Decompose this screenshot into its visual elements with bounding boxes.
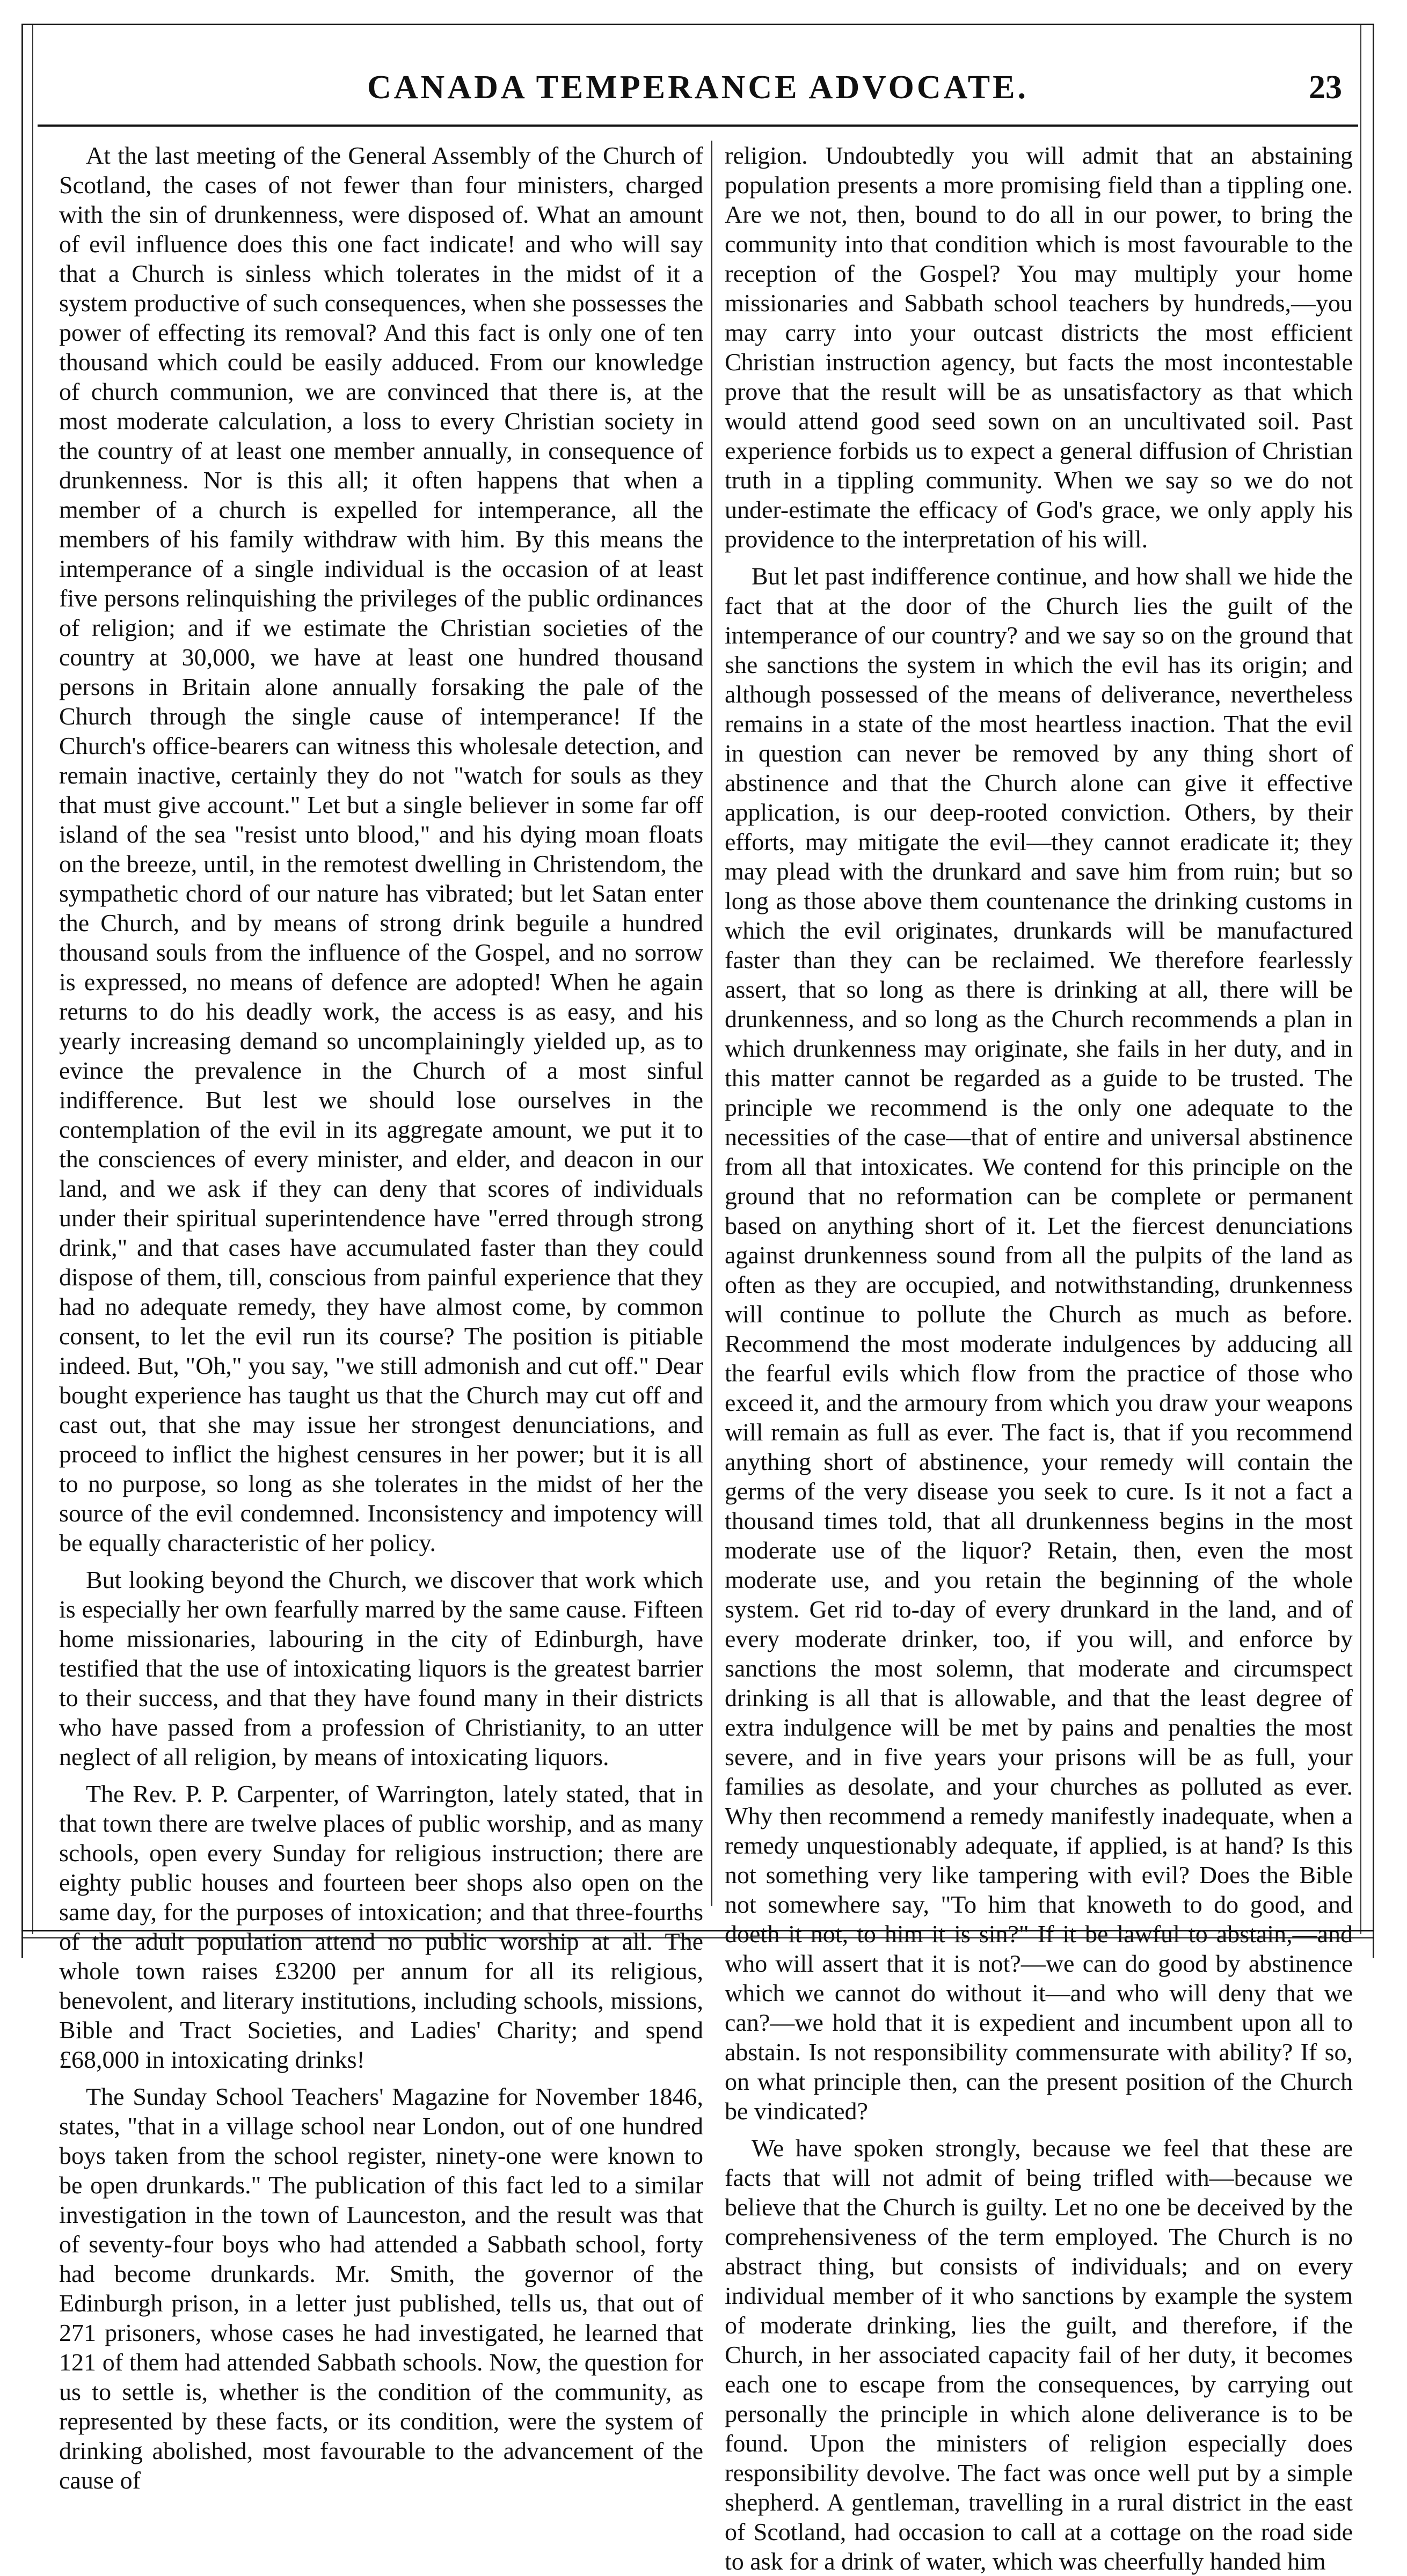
page-header [38, 59, 1358, 118]
left-column [59, 141, 703, 2494]
page-number: 23 [1309, 69, 1342, 106]
left-paragraph-2: But looking beyond the Church, we discover that work which is especially her own fearfully marred by the same cause. Fifteen home missionaries, labouring in the city of Edinburgh, have testified that the use of intoxicating liquors is the greatest barrier to their success, and that they have found many in their districts who have passed from a profession of Christianity, to an utter neglect of all religion, by means of intoxicating liquors. [59, 1566, 703, 1770]
header-rule [38, 125, 1358, 127]
left-paragraph-1: At the last meeting of the General Assembly of the Church of Scotland, the cases of not fewer than four ministers, charged with the sin of drunkenness, were disposed of. What an amount of evil influence does this one fact indicate! and who will say that a Church is sinless which tolerates in the midst of it a system productive of such consequences, when she possesses the power of effecting its removal? And this fact is only one of ten thousand which could be easily adduced. From our knowledge of church communion, we are convinced that there is, at the most moderate calculation, a loss to every Christian society in the country of at least one member annually, in consequence of drunkenness. Nor is this all; it often happens that when a member of a church is expelled for intemperance, all the members of his family withdraw with him. By this means the intemperance of a single individual is the occasion of at least five persons relinquishing the privileges of the public ordinances of religion; and if we estimate the Christian societies of the country at 30,000, we have at least one hundred thousand persons in Britain alone annually forsaking the pale of the Church through the single cause of intemperance! If the Church's office-bearers can witness this wholesale detection, and remain inactive, certainly they do not "watch for souls as they that must give account." Let but a single believer in some far off island of the sea "resist unto blood," and his dying moan floats on the breeze, until, in the remotest dwelling in Christendom, the sympathetic chord of our nature has vibrated; but let Satan enter the Church, and by means of strong drink beguile a hundred thousand souls from the influence of the Gospel, and no sorrow is expressed, no means of defence are adopted! When he again returns to do his deadly work, the access is as easy, and his yearly increasing demand so uncomplainingly yielded up, as to evince the prevalence in the Church of a most sinful indifference. But lest we should lose ourselves in the contemplation of the evil in its aggregate amount, we put it to the consciences of every minister, and elder, and deacon in our land, and we ask if they can deny that scores of individuals under their spiritual superintendence have "erred through strong drink," and that cases have accumulated faster than they could dispose of them, till, conscious from painful experience that they had no adequate remedy, they have almost come, by common consent, to let the evil run its course? The position is pitiable indeed. But, "Oh," you say, "we still admonish and cut off." Dear bought experience has taught us that the Church may cut off and cast out, that she may issue her strongest denunciations, and proceed to inflict the highest censures in her power; but it is all to no purpose, so long as she tolerates in the midst of her the source of the evil condemned. Inconsistency and impotency will be equally characteristic of her policy. [59, 142, 703, 1556]
right-column [725, 141, 1353, 2575]
bottom-rule-thin [21, 1937, 1374, 1938]
right-paragraph-3: We have spoken strongly, because we feel that these are facts that will not admit of being trifled with—because we believe that the Church is guilty. Let no one be deceived by the comprehensiveness of the term employed. The Church is no abstract thing, but consists of individuals; and on every individual member of it who sanctions by example the system of moderate drinking, lies the guilt, and therefore, if the Church, in her associated capacity fail of her duty, it becomes each one to escape from the consequences, by carrying out personally the principle in which alone deliverance is to be found. Upon the ministers of religion especially does responsibility devolve. The fact was once well put by a simple shepherd. A gentleman, travelling in a rural district in the east of Scotland, had occasion to call at a cottage on the road side to ask for a drink of water, which was cheerfully handed him [725, 2134, 1353, 2575]
masthead-title: CANADA TEMPERANCE ADVOCATE. [367, 69, 1029, 106]
left-paragraph-4: The Sunday School Teachers' Magazine for November 1846, states, "that in a village school near London, out of one hundred boys taken from the school register, ninety-one were known to be open drunkards." The publication of this fact led to a similar investigation in the town of Launceston, and the result was that of seventy-four boys who had attended a Sabbath school, forty had become drunkards. Mr. Smith, the governor of the Edinburgh prison, in a letter just published, tells us, that out of 271 prisoners, whose cases he had investigated, he learned that 121 of them had attended Sabbath schools. Now, the question for us to settle is, whether is the condition of the community, as represented by these facts, or its condition, were the system of drinking abolished, most favourable to the advancement of the cause of [59, 2083, 703, 2494]
left-paragraph-3: The Rev. P. P. Carpenter, of Warrington, lately stated, that in that town there are twelve places of public worship, and as many schools, open every Sunday for religious instruction; there are eighty public houses and fourteen beer shops also open on the same day, for the purposes of intoxication; and that three-fourths of the adult population attend no public worship at all. The whole town raises £3200 per annum for all its religious, benevolent, and literary institutions, including schools, missions, Bible and Tract Societies, and Ladies' Charity; and spend £68,000 in intoxicating drinks! [59, 1780, 703, 2073]
column-divider [711, 141, 712, 1906]
right-paragraph-2: But let past indifference continue, and how shall we hide the fact that at the door of the Church lies the guilt of the intemperance of our country? and we say so on the ground that she sanctions the system in which the evil has its origin; and although possessed of the means of deliverance, nevertheless remains in a state of the most heartless inaction. That the evil in question can never be removed by any thing short of abstinence and that the Church alone can give it effective application, is our deep-rooted conviction. Others, by their efforts, may mitigate the evil—they cannot eradicate it; they may plead with the drunkard and save him from ruin; but so long as those above them countenance the drinking customs in which the evil originates, drunkards will be manufactured faster than they can be reclaimed. We therefore fearlessly assert, that so long as there is drinking at all, there will be drunkenness, and so long as the Church recommends a plan in which drunkenness may originate, she fails in her duty, and in this matter cannot be regarded as a guide to be trusted. The principle we recommend is the only one adequate to the necessities of the case—that of entire and universal abstinence from all that intoxicates. We contend for this principle on the ground that no reformation can be complete or permanent based on anything short of it. Let the fiercest denunciations against drunkenness sound from all the pulpits of the land as often as they are occupied, and notwithstanding, drunkenness will continue to pollute the Church as much as before. Recommend the most moderate indulgences by adducing all the fearful evils which flow from the practice of those who exceed it, and the armoury from which you draw your weapons will remain as full as ever. The fact is, that if you recommend anything short of abstinence, your remedy will contain the germs of the very disease you seek to cure. Is it not a fact a thousand times told, that all drunkenness begins in the most moderate use of the liquor? Retain, then, even the most moderate use, and you retain the beginning of the whole system. Get rid to-day of every drunkard in the land, and of every moderate drinker, too, if you will, and enforce by sanctions the most solemn, that moderate and circumspect drinking is all that is allowable, and that the least degree of extra indulgence will be met by pains and penalties the most severe, and in five years your prisons will be as full, your families as desolate, and your churches as polluted as ever. Why then recommend a remedy manifestly inadequate, when a remedy unquestionably adequate, if applied, is at hand? Is this not something very like tampering with evil? Does the Bible not somewhere say, "To him that knoweth to do good, and doeth it not, to him it is sin?" If it be lawful to abstain,—and who will assert that it is not?—we can do good by abstinence which we cannot do without it—and who will deny that we can?—we hold that it is expedient and incumbent upon all to abstain. Is not responsibility commensurate with ability? If so, on what principle then, can the present position of the Church be vindicated? [725, 562, 1353, 2125]
right-paragraph-1: religion. Undoubtedly you will admit that an abstaining population presents a more promising field than a tippling one. Are we not, then, bound to do all in our power, to bring the community into that condition which is most favourable to the reception of the Gospel? You may multiply your home missionaries and Sabbath school teachers by hundreds,—you may carry into your outcast districts the most efficient Christian instruction agency, but facts the most incontestable prove that the result will be as unsatisfactory as that which would attend good seed sown on an uncultivated soil. Past experience forbids us to expect a general diffusion of Christian truth in a tippling community. When we say so we do not under-estimate the efficacy of God's grace, we only apply his providence to the interpretation of his will. [725, 142, 1353, 553]
bottom-rule [21, 1930, 1374, 1931]
top-rule [21, 24, 1374, 25]
